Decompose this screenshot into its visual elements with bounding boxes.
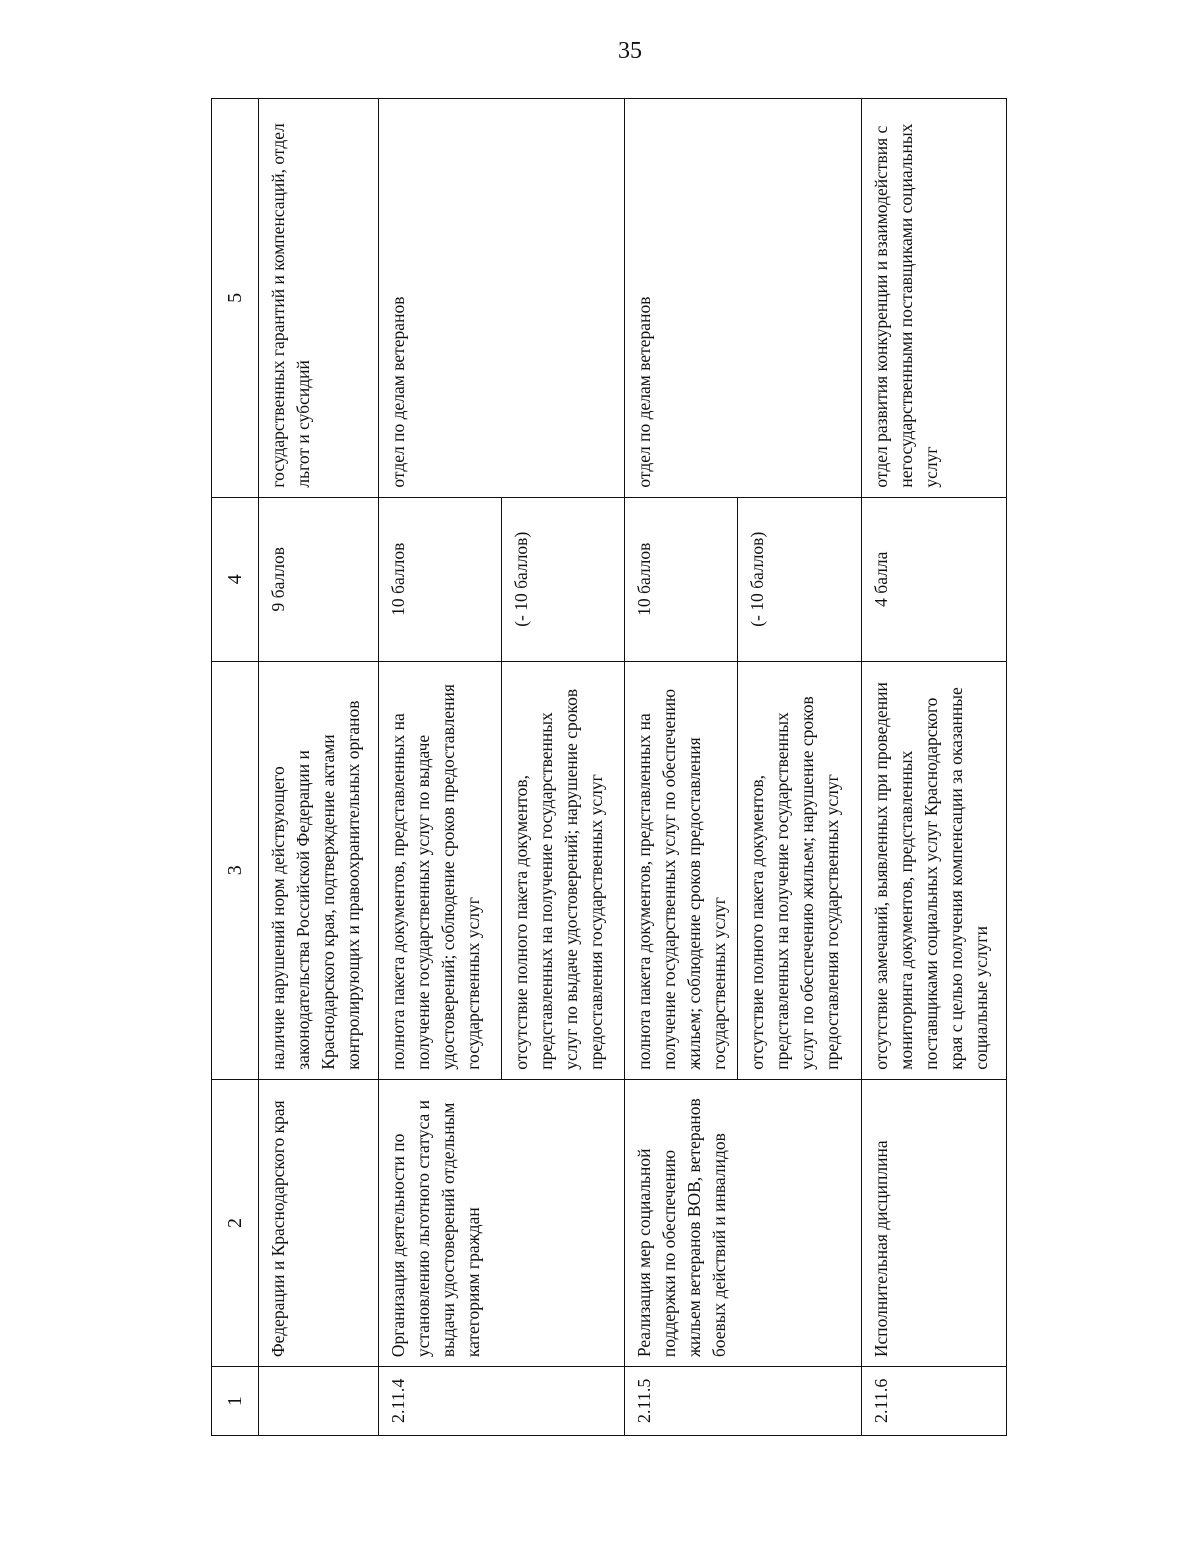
criterion-text: отсутствие полного пакета документов, представленных на получение государственных услуг по выдаче удостоверений; нарушение сроков предоставления государственных услуг [502, 661, 625, 1079]
row-number: 2.11.6 [862, 1367, 1007, 1436]
header-cell-2: 2 [212, 1079, 259, 1366]
table-row [625, 99, 738, 1436]
criterion-text: отсутствие замечаний, выявленных при проведении мониторинга документов, представленных поставщиками социальных услуг Краснодарского края с целью получения компенсации за оказанные социальные услуги [862, 661, 1007, 1079]
row-name: Организация деятельности по установлению льготного статуса и выдачи удостоверений отдельным категориям граждан [379, 1079, 625, 1366]
table-row [259, 99, 379, 1436]
header-cell-3: 3 [212, 661, 259, 1079]
responsible-unit: отдел развития конкуренции и взаимодействия с негосударственными поставщиками социальных услуг [862, 99, 1007, 498]
criteria-table [211, 98, 1007, 1436]
row-name: Реализация мер социальной поддержки по обеспечению жильем ветеранов ВОВ, ветеранов боевых действий и инвалидов [625, 1079, 862, 1366]
responsible-unit: отдел по делам ветеранов [379, 99, 625, 498]
header-cell-5: 5 [212, 99, 259, 498]
rotated-table-container [211, 98, 1006, 1436]
row-name: Федерации и Краснодарского края [259, 1079, 379, 1366]
row-name: Исполнительная дисциплина [862, 1079, 1007, 1366]
table-row [379, 99, 502, 1436]
responsible-unit: государственных гарантий и компенсаций, отдел льгот и субсидий [259, 99, 379, 498]
page-number: 35 [618, 38, 642, 64]
criterion-points: 9 баллов [259, 497, 379, 661]
criterion-points: (- 10 баллов) [738, 497, 862, 661]
criterion-points: 10 баллов [625, 497, 738, 661]
criterion-points: (- 10 баллов) [502, 497, 625, 661]
row-number [259, 1367, 379, 1436]
criterion-text: полнота пакета документов, представленных на получение государственных услуг по выдаче удостоверений; соблюдение сроков предоставления государственных услуг [379, 661, 502, 1079]
criterion-text: полнота пакета документов, представленных на получение государственных услуг по обеспечению жильем; соблюдение сроков предоставления государственных услуг [625, 661, 738, 1079]
row-number: 2.11.4 [379, 1367, 625, 1436]
row-number: 2.11.5 [625, 1367, 862, 1436]
responsible-unit: отдел по делам ветеранов [625, 99, 862, 498]
header-row [212, 99, 259, 1436]
criterion-text: отсутствие полного пакета документов, представленных на получение государственных услуг по обеспечению жильем; нарушение сроков предоставления государственных услуг [738, 661, 862, 1079]
header-cell-4: 4 [212, 497, 259, 661]
header-cell-1: 1 [212, 1367, 259, 1436]
criterion-points: 10 баллов [379, 497, 502, 661]
criterion-text: наличие нарушений норм действующего законодательства Российской Федерации и Краснодарского края, подтверждение актами контролирующих и правоохранительных органов [259, 661, 379, 1079]
criterion-points: 4 балла [862, 497, 1007, 661]
table-row [862, 99, 1007, 1436]
